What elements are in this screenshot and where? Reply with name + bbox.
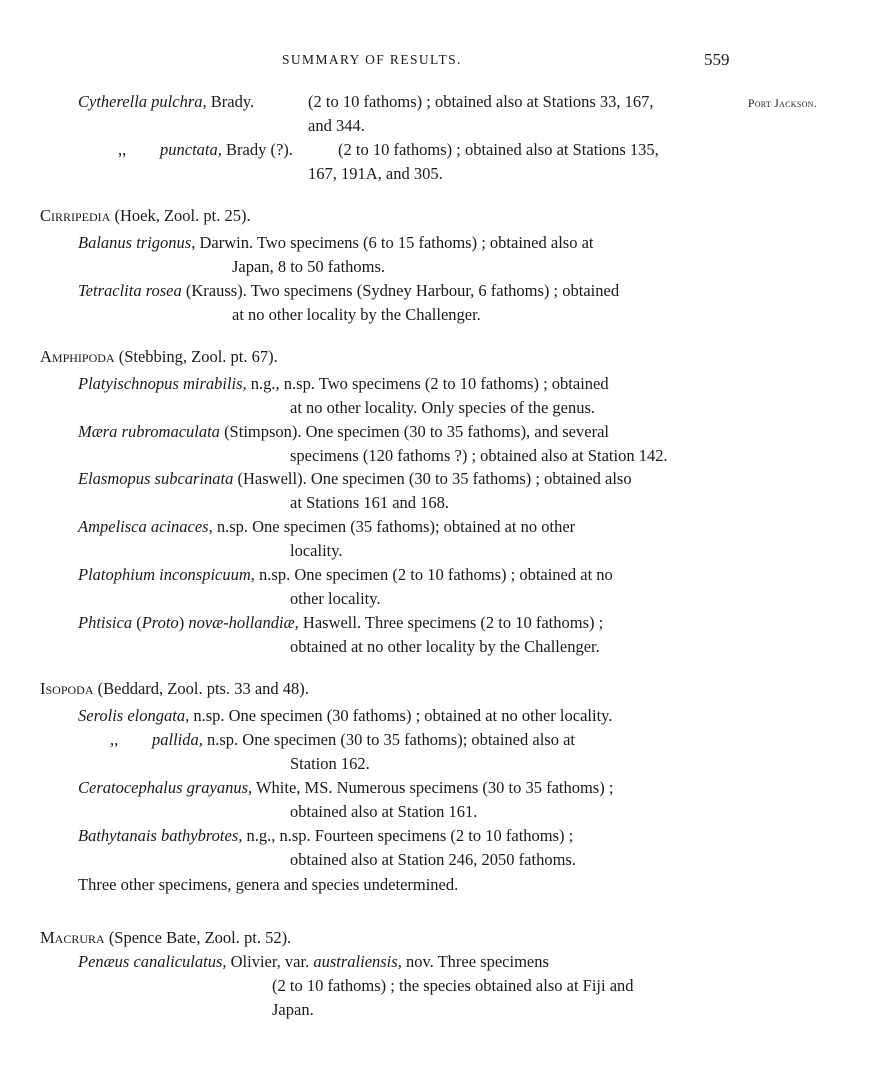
entry-bathytanais-bathybrotes (78, 824, 573, 848)
species-name: Platyischnopus mirabilis, (78, 374, 247, 393)
heading-reference: (Beddard, Zool. pts. 33 and 48). (93, 679, 309, 698)
species-name: Serolis elongata, (78, 706, 190, 725)
heading-label: Macrura (40, 928, 105, 947)
species-epithet: novæ-hollandiæ, (188, 613, 299, 632)
section-heading-isopoda (40, 677, 309, 701)
running-head (0, 48, 880, 72)
entry-platophium-inconspicuum (78, 563, 613, 587)
margin-note: Port Jackson. (748, 98, 817, 110)
entry-maera-rubromaculata (78, 420, 609, 444)
entry-text-continued: 167, 191A, and 305. (308, 164, 443, 183)
species-name: Tetraclita rosea (78, 281, 182, 300)
species-name: Platophium inconspicuum, (78, 565, 255, 584)
entry-text-continued: at no other locality by the Challenger. (232, 305, 481, 324)
variety-name: australiensis, (313, 952, 402, 971)
species-author: Brady. (206, 92, 255, 111)
entry-text-continued: obtained also at Station 246, 2050 fathoms. (290, 850, 576, 869)
entry-text: Darwin. Two specimens (6 to 15 fathoms) ; obtained also at (195, 233, 594, 252)
entry-text-continued: Japan. (272, 1000, 314, 1019)
running-title: SUMMARY OF RESULTS. (282, 52, 462, 67)
entry-platyischnopus-mirabilis (78, 372, 609, 396)
heading-reference: (Stebbing, Zool. pt. 67). (114, 347, 278, 366)
species-name: Bathytanais bathybrotes, (78, 826, 243, 845)
heading-label: Cirripedia (40, 206, 111, 225)
section-heading-macrura (40, 926, 291, 950)
species-name: Mæra rubromaculata (78, 422, 220, 441)
entry-text: (Stimpson). One specimen (30 to 35 fathoms), and several (219, 422, 609, 441)
species-name: Elasmopus subcarinata (78, 469, 234, 488)
entry-text-continued: and 344. (308, 116, 365, 135)
species-author: Brady (?). (221, 140, 293, 159)
entry-text-continued: locality. (290, 541, 343, 560)
section-heading-amphipoda (40, 345, 278, 369)
entry-text: n.sp. One specimen (30 fathoms) ; obtained at no other locality. (189, 706, 613, 725)
entry-text: n.sp. One specimen (35 fathoms); obtained at no other (212, 517, 576, 536)
entry-elasmopus-subcarinata (78, 467, 632, 491)
entry-serolis-elongata (78, 704, 612, 728)
entry-text-continued: specimens (120 fathoms ?) ; obtained also at Station 142. (290, 446, 668, 465)
entry-cytherella-pulchra (78, 90, 254, 114)
entry-balanus-trigonus (78, 231, 594, 255)
entry-text-continued: other locality. (290, 589, 381, 608)
species-name: pallida, (152, 730, 203, 749)
entry-serolis-pallida (152, 728, 575, 752)
page-number: 559 (704, 50, 730, 69)
entry-tetraclita-rosea (78, 279, 619, 303)
entry-text: Olivier, var. (226, 952, 314, 971)
entry-text: (2 to 10 fathoms) ; obtained also at Stations 33, 167, (308, 92, 654, 111)
entry-cytherella-punctata (160, 138, 293, 162)
isopoda-note: Three other specimens, genera and species undetermined. (78, 875, 459, 894)
species-name: Cytherella pulchra, (78, 92, 207, 111)
entry-text-continued: Station 162. (290, 754, 370, 773)
species-name: Ceratocephalus grayanus, (78, 778, 253, 797)
entry-text-continued: at no other locality. Only species of the genus. (290, 398, 596, 417)
entry-text-continued: obtained also at Station 161. (290, 802, 478, 821)
entry-text-continued: Japan, 8 to 50 fathoms. (232, 257, 386, 276)
ditto-mark: ,, (110, 730, 119, 749)
heading-reference: (Spence Bate, Zool. pt. 52). (104, 928, 292, 947)
entry-text: n.sp. One specimen (30 to 35 fathoms); obtained also at (202, 730, 575, 749)
entry-text: (Haswell). One specimen (30 to 35 fathoms) ; obtained also (233, 469, 632, 488)
entry-text: (Krauss). Two specimens (Sydney Harbour, 6 fathoms) ; obtained (181, 281, 620, 300)
species-name: Penæus canaliculatus, (78, 952, 227, 971)
entry-text: n.sp. One specimen (2 to 10 fathoms) ; obtained at no (254, 565, 613, 584)
species-name: Balanus trigonus, (78, 233, 196, 252)
entry-text: Haswell. Three specimens (2 to 10 fathoms) ; (298, 613, 604, 632)
entry-ceratocephalus-grayanus (78, 776, 613, 800)
entry-text: n.g., n.sp. Fourteen specimens (2 to 10 fathoms) ; (242, 826, 574, 845)
species-name: punctata, (160, 140, 222, 159)
species-name: Phtisica (78, 613, 133, 632)
entry-penaeus-canaliculatus (78, 950, 549, 974)
heading-label: Isopoda (40, 679, 94, 698)
entry-text: nov. Three specimens (401, 952, 549, 971)
ditto-mark: ,, (118, 140, 127, 159)
subgenus-name: Proto (141, 613, 179, 632)
species-name: Ampelisca acinaces, (78, 517, 213, 536)
entry-text: White, MS. Numerous specimens (30 to 35 fathoms) ; (252, 778, 614, 797)
entry-text-continued: at Stations 161 and 168. (290, 493, 450, 512)
entry-text-continued: obtained at no other locality by the Challenger. (290, 637, 600, 656)
section-heading-cirripedia (40, 204, 251, 228)
entry-phtisica-novae-hollandiae: Phtisica (Proto) novæ-hollandiæ, Haswell. Three specimens (2 to 10 fathoms) ; (78, 613, 604, 632)
entry-text: n.g., n.sp. Two specimens (2 to 10 fathoms) ; obtained (246, 374, 609, 393)
entry-text-continued: (2 to 10 fathoms) ; the species obtained also at Fiji and (272, 976, 634, 995)
entry-ampelisca-acinaces (78, 515, 575, 539)
entry-text: (2 to 10 fathoms) ; obtained also at Stations 135, (338, 140, 659, 159)
heading-reference: (Hoek, Zool. pt. 25). (110, 206, 251, 225)
heading-label: Amphipoda (40, 347, 115, 366)
